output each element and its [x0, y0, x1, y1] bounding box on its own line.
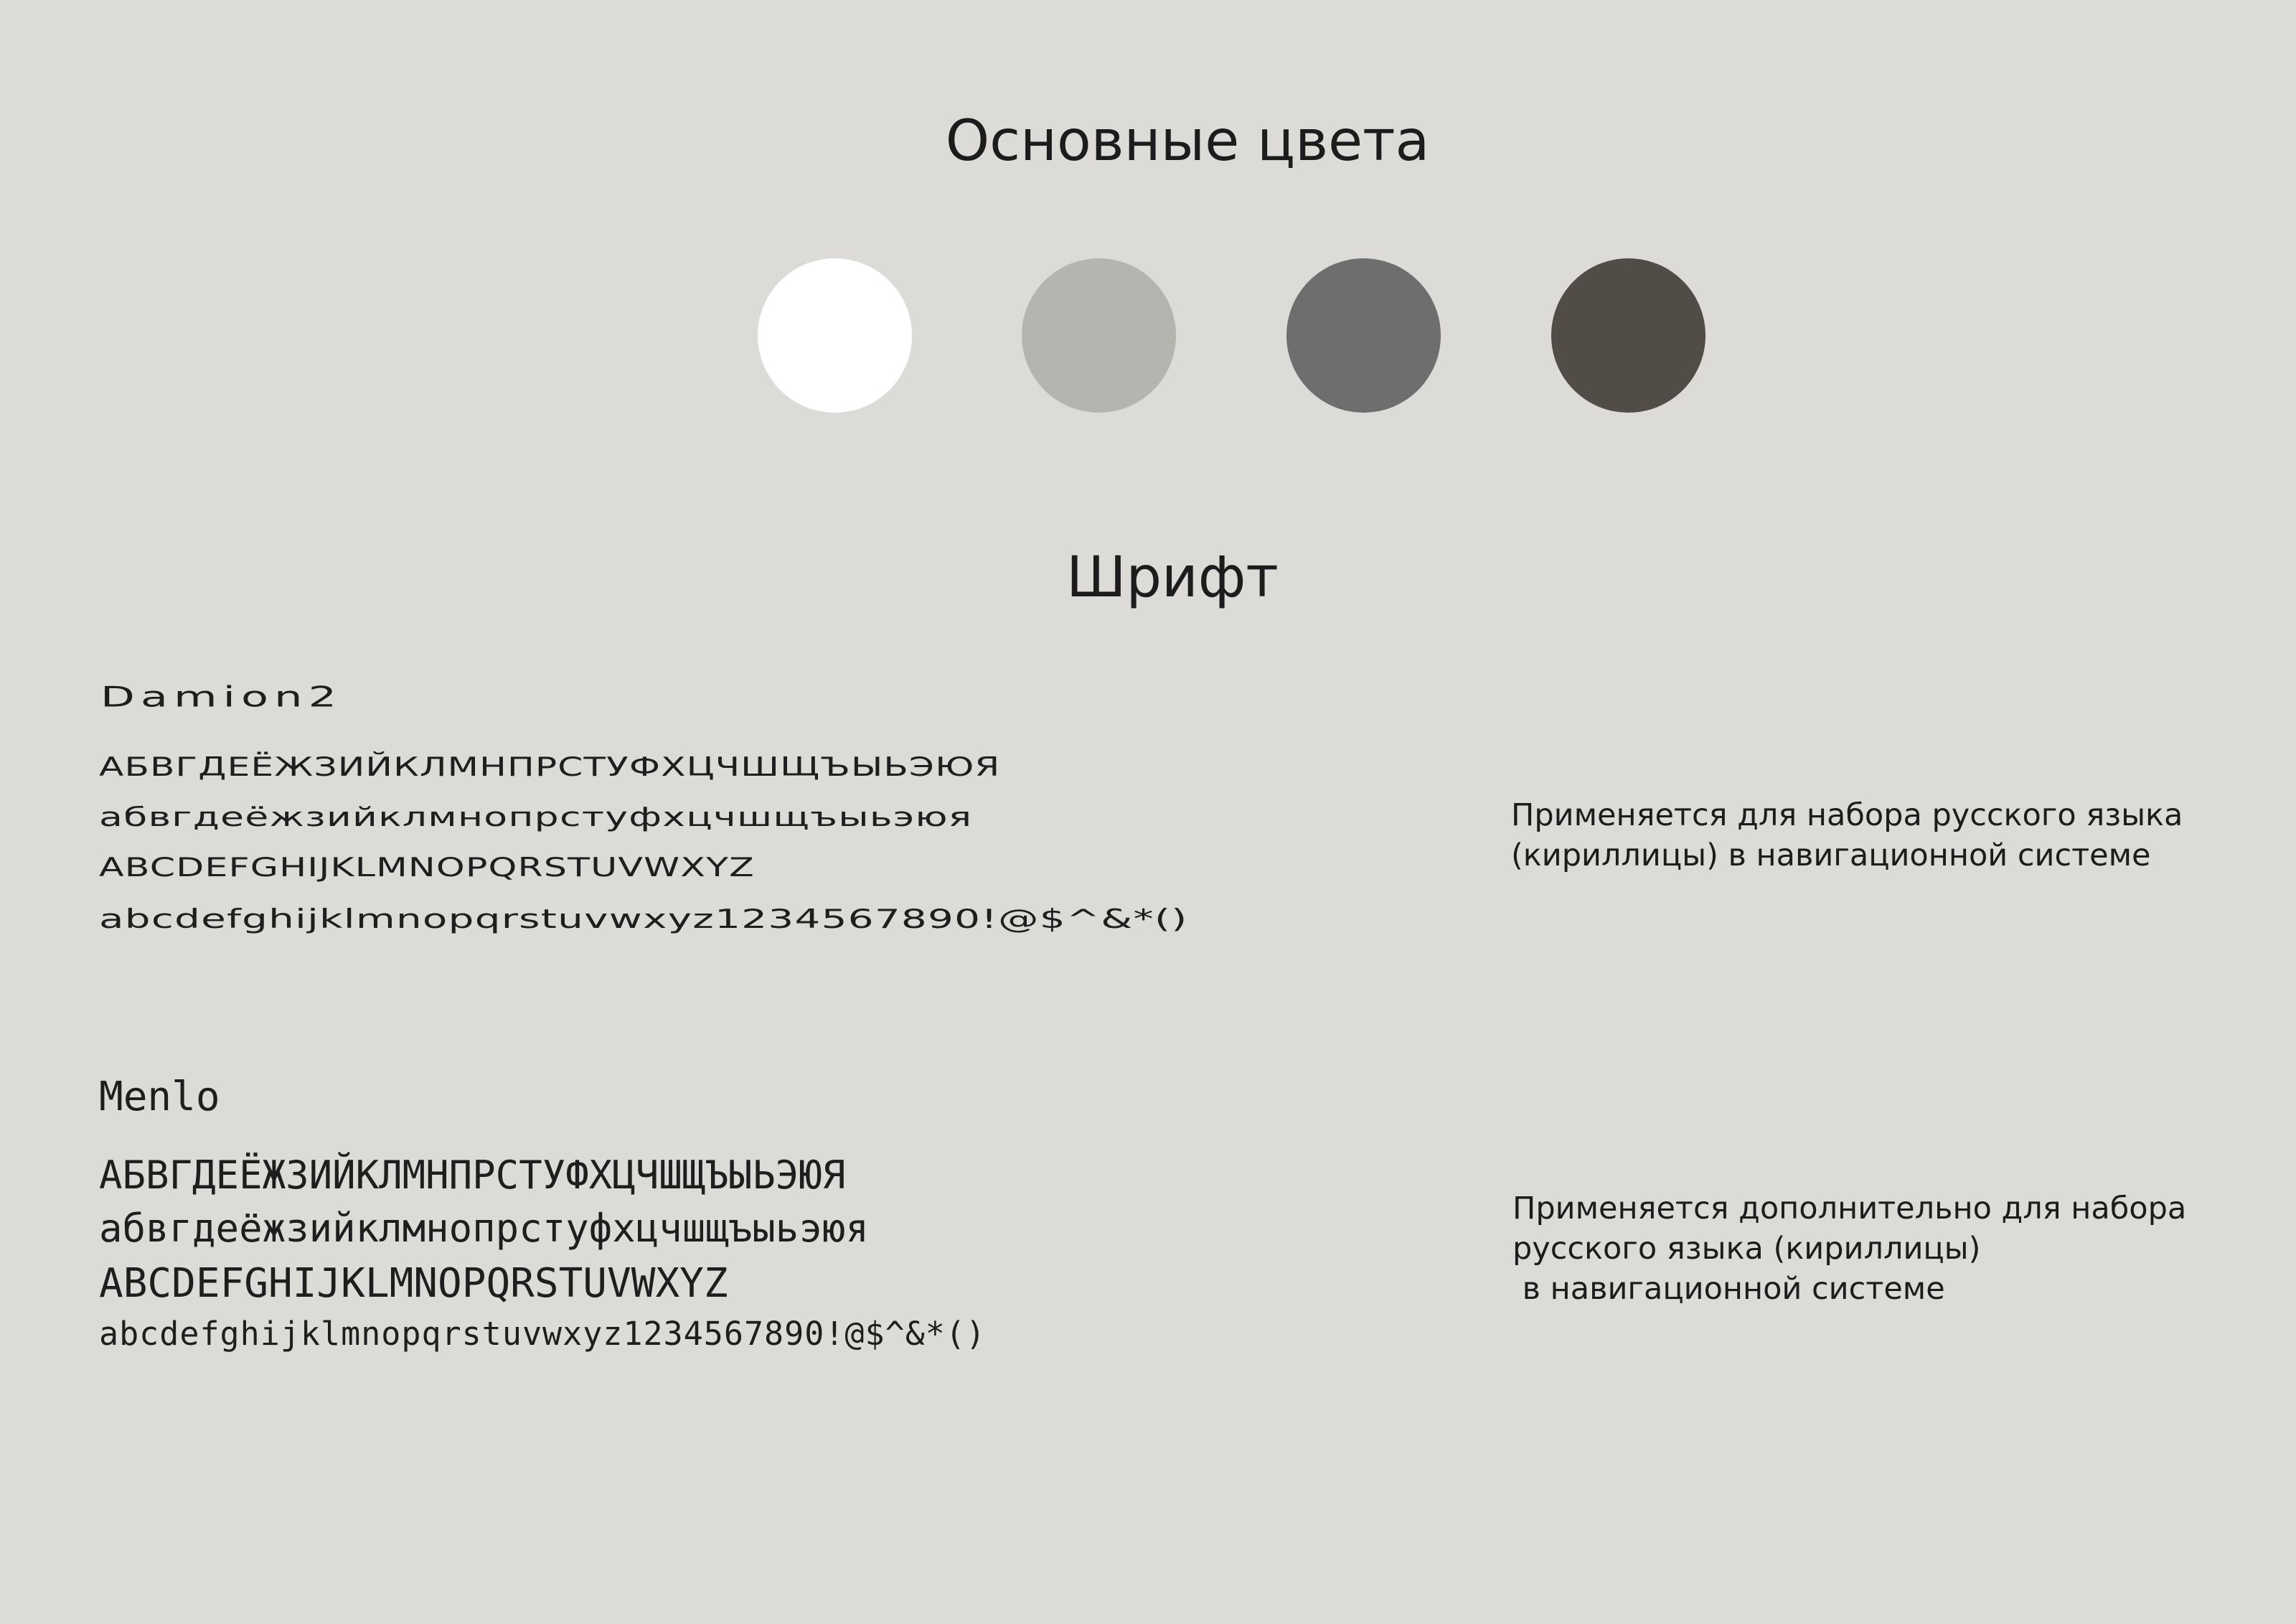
color-swatch-white [758, 258, 912, 413]
mono-font-usage-note [1512, 1188, 2186, 1309]
note-line: Применяется для набора русского языка [1511, 797, 2183, 833]
note-line: (кириллицы) в навигационной системе [1511, 837, 2151, 873]
mono-sample-latin-upper: ABCDEFGHIJKLMNOPQRSTUVWXYZ [99, 1260, 728, 1307]
mono-sample-cyrillic-upper: АБВГДЕЁЖЗИЙКЛМНПРСТУФХЦЧШЩЪЫЬЭЮЯ [99, 1153, 846, 1198]
note-line: Применяется дополнительно для набора [1512, 1191, 2187, 1226]
mono-font-name: Menlo [99, 1074, 220, 1120]
color-swatch-gray [1286, 258, 1441, 413]
fonts-section-title: Шрифт [1066, 545, 1279, 610]
note-line: в навигационной системе [1512, 1271, 1945, 1307]
display-sample-cyrillic-lower: абвгдеёжзийклмнопрстуфхцчшщъыьэюя [99, 802, 973, 832]
display-font-usage-note [1511, 795, 2183, 876]
mono-sample-latin-lower-digits: abcdefghijklmnopqrstuvwxyz1234567890!@$^&*() [99, 1315, 987, 1353]
display-sample-latin-upper: ABCDEFGHIJKLMNOPQRSTUVWXYZ [99, 853, 755, 883]
display-font-name: Damion2 [100, 680, 343, 713]
color-swatch-light-gray [1022, 258, 1176, 413]
mono-sample-cyrillic-lower: абвгдеёжзийклмнопрстуфхцчшщъыьэюя [99, 1206, 869, 1251]
note-line: русского языка (кириллицы) [1512, 1231, 1981, 1267]
display-sample-latin-lower-digits: abcdefghijklmnopqrstuvwxyz1234567890!@$^&*() [99, 904, 1188, 934]
colors-section-title: Основные цвета [945, 109, 1430, 174]
color-swatch-dark [1551, 258, 1705, 413]
display-sample-cyrillic-upper: АБВГДЕЁЖЗИЙКЛМНПРСТУФХЦЧШЩЪЫЬЭЮЯ [99, 752, 1001, 782]
